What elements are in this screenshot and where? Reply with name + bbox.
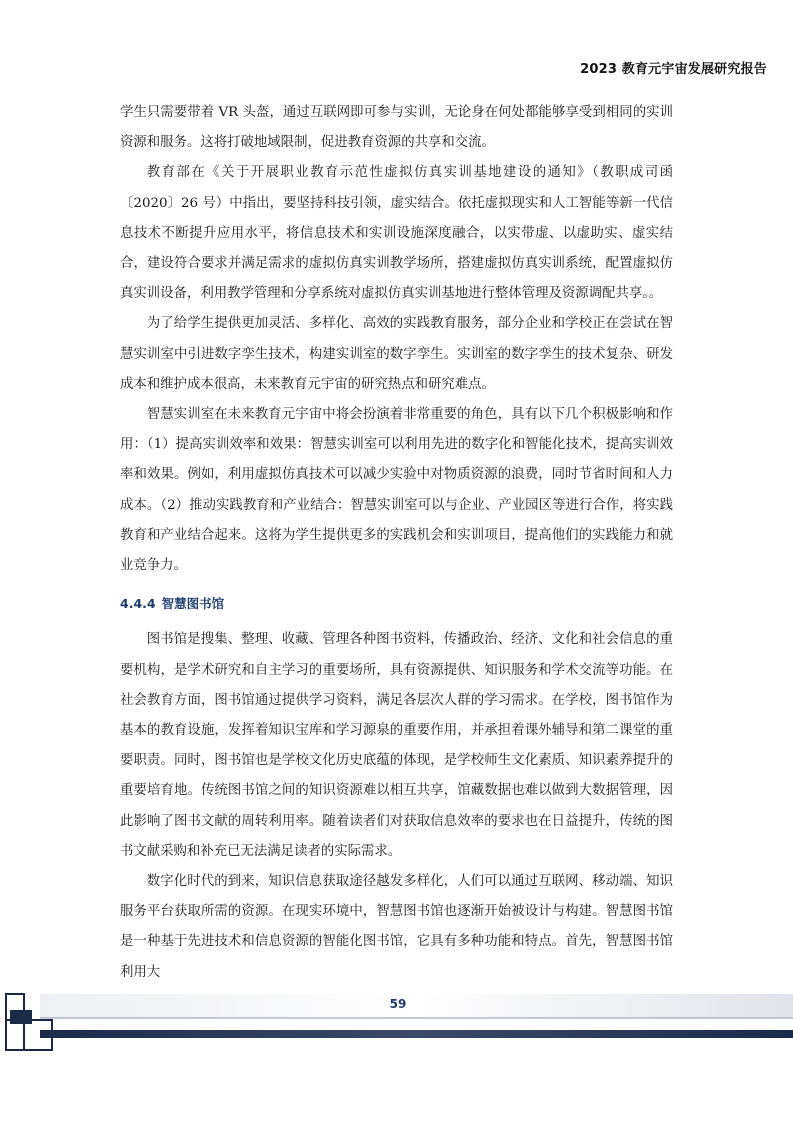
section-number: 4.4.4 — [120, 596, 156, 612]
paragraph: 智慧实训室在未来教育元宇宙中将会扮演着非常重要的角色，具有以下几个积极影响和作用：（1）提高实训效率和效果：智慧实训室可以利用先进的数字化和智能化技术，提高实训效率和效果。例如，利用虚拟仿真技术可以减少实验中对物质资源的浪费，同时节省时间和人力成本。（2）推动实践教育和产业结合：智慧实训室可以与企业、产业园区等进行合作，将实践教育和产业结合起来。这将为学生提供更多的实践机会和实训项目，提高他们的实践能力和就业竞争力。 — [120, 407, 673, 574]
paragraph: 为了给学生提供更加灵活、多样化、高效的实践教育服务，部分企业和学校正在尝试在智慧实训室中引进数字孪生技术，构建实训室的数字孪生。实训室的数字孪生的技术复杂、研发成本和维护成本很高，未来教育元宇宙的研究热点和研究难点。 — [120, 316, 673, 392]
paragraph: 数字化时代的到来，知识信息获取途径越发多样化，人们可以通过互联网、移动端、知识服务平台获取所需的资源。在现实环境中，智慧图书馆也逐渐开始被设计与构建。智慧图书馆是一种基于先进技术和信息资源的智能化图书馆，它具有多种功能和特点。首先，智慧图书馆利用大 — [120, 874, 673, 980]
section-heading — [120, 589, 673, 619]
page-number: 59 — [389, 997, 407, 1011]
paragraph: 教育部在《关于开展职业教育示范性虚拟仿真实训基地建设的通知》（教职成司函〔2020〕26 号）中指出，要坚持科技引领，虚实结合。依托虚拟现实和人工智能等新一代信息技术不断提升应用水平，将信息技术和实训设施深度融合，以实带虚、以虚助实、虚实结合，建设符合要求并满足需求的虚拟仿真实训教学场所，搭建虚拟仿真实训系统，配置虚拟仿真实训设备，利用教学管理和分享系统对虚拟仿真实训基地进行整体管理及资源调配共享。。 — [120, 165, 673, 302]
section-title: 智慧图书馆 — [161, 596, 225, 612]
paragraph: 图书馆是搜集、整理、收藏、管理各种图书资料，传播政治、经济、文化和社会信息的重要机构，是学术研究和自主学习的重要场所，具有资源提供、知识服务和学术交流等功能。在社会教育方面，图书馆通过提供学习资料，满足各层次人群的学习需求。在学校，图书馆作为基本的教育设施，发挥着知识宝库和学习源泉的重要作用，并承担着课外辅导和第二课堂的重要职责。同时，图书馆也是学校文化历史底蕴的体现，是学校师生文化素质、知识素养提升的重要培育地。传统图书馆之间的知识资源难以相互共享，馆藏数据也难以做到大数据管理，因此影响了图书文献的周转利用率。随着读者们对获取信息效率的要求也在日益提升，传统的图书文献采购和补充已无法满足读者的实际需求。 — [120, 632, 673, 859]
paragraph: 学生只需要带着 VR 头盔，通过互联网即可参与实训，无论身在何处都能够享受到相同的实训资源和服务。这将打破地域限制，促进教育资源的共享和交流。 — [120, 105, 673, 151]
running-header: 2023 教育元宇宙发展研究报告 — [580, 62, 767, 77]
body-text — [120, 98, 673, 988]
